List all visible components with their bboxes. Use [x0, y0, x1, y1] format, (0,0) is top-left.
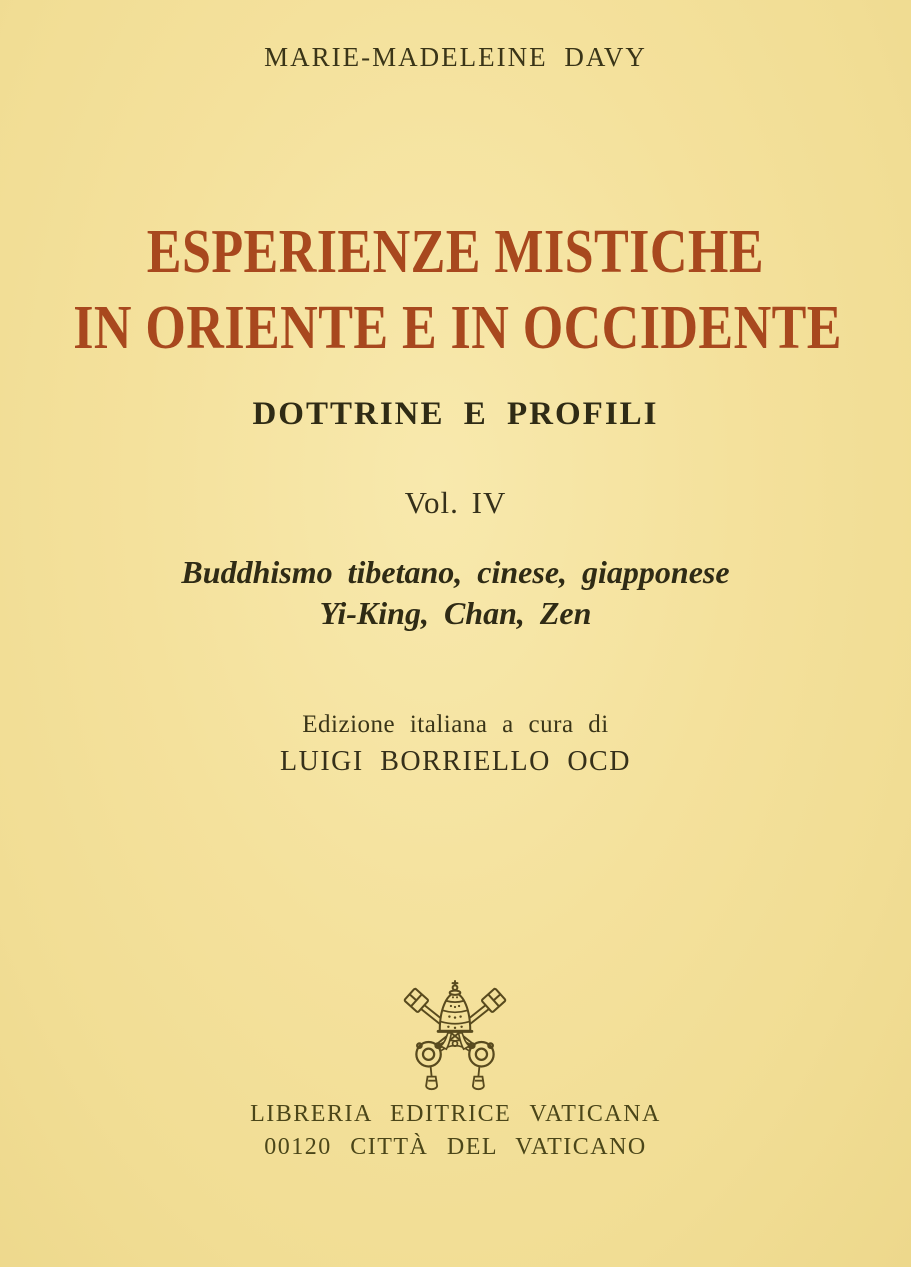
book-subtitle: DOTTRINE E PROFILI — [252, 396, 659, 432]
editor-name: LUIGI BORRIELLO OCD — [280, 746, 631, 777]
book-title-line-2-text: IN ORIENTE E IN OCCIDENTE — [73, 294, 842, 362]
vatican-emblem-icon — [394, 980, 516, 1098]
book-title-line-1 — [0, 218, 911, 286]
book-title-line-2 — [0, 294, 911, 362]
publisher-address: 00120 CITTÀ DEL VATICANO — [264, 1134, 647, 1160]
tassels-icon — [426, 1066, 484, 1089]
subject-line-1: Buddhismo tibetano, cinese, giapponese — [181, 554, 730, 590]
subject-line-2: Yi-King, Chan, Zen — [319, 595, 592, 631]
volume-number: Vol. IV — [404, 485, 507, 520]
publisher-name: LIBRERIA EDITRICE VATICANA — [250, 1101, 661, 1127]
edition-note: Edizione italiana a cura di — [302, 711, 609, 738]
author-name: MARIE-MADELEINE DAVY — [264, 42, 647, 72]
book-title-line-1-text: ESPERIENZE MISTICHE — [146, 218, 765, 286]
